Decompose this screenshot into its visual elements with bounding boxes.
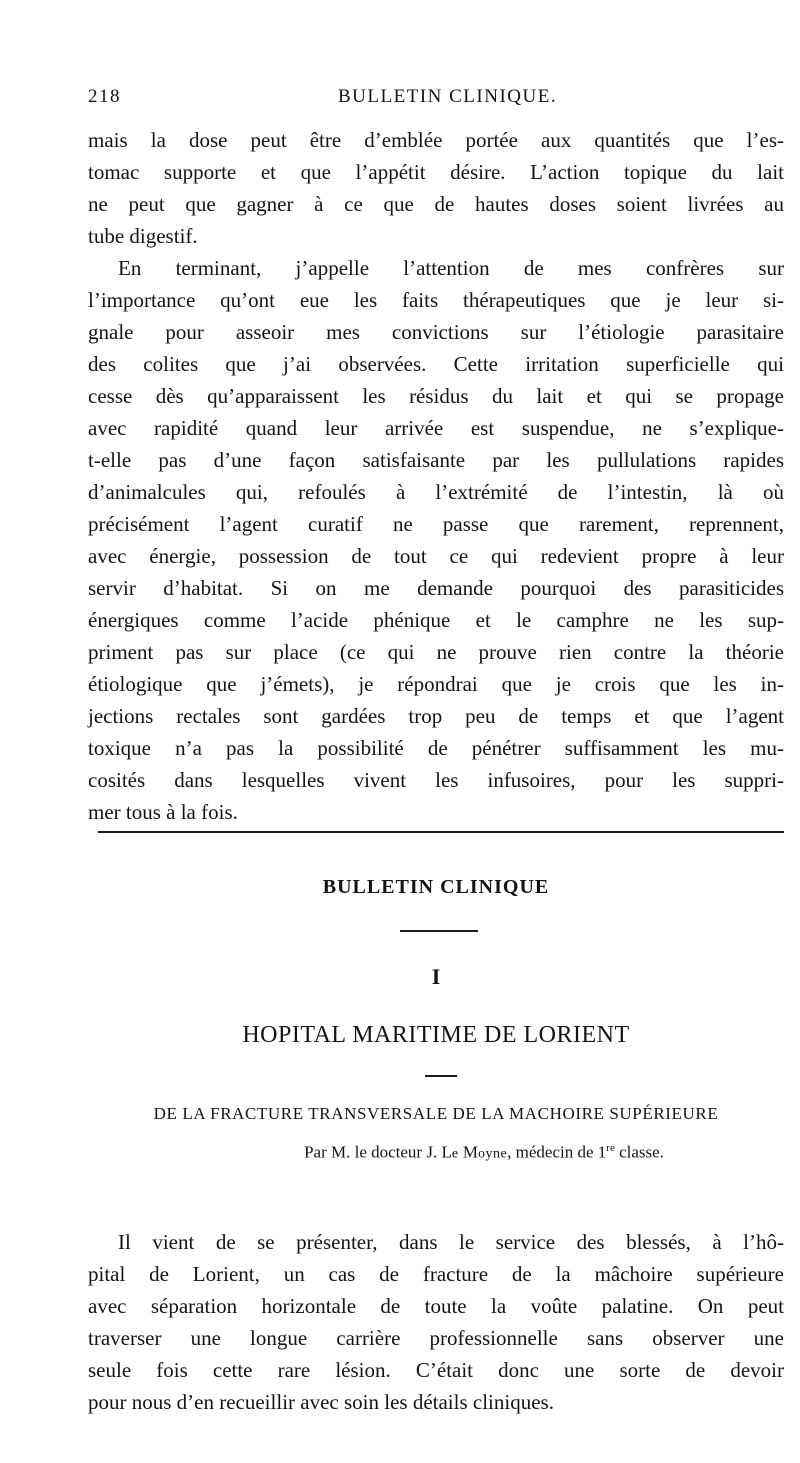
text-line: pital de Lorient, un cas de fracture de la mâchoire supérieure [88, 1262, 784, 1286]
text-line: mais la dose peut être d’emblée portée aux quantités que l’es- [88, 128, 784, 152]
text-line: tomac supporte et que l’appétit désire. L’action topique du lait [88, 160, 784, 184]
text-line: mer tous à la fois. [88, 800, 238, 824]
text-line: avec rapidité quand leur arrivée est suspendue, ne s’explique- [88, 416, 784, 440]
running-title: BULLETIN CLINIQUE. [338, 86, 558, 107]
text-line: seule fois cette rare lésion. C’était donc une sorte de devoir [88, 1358, 784, 1382]
section-heading: BULLETIN CLINIQUE [322, 876, 550, 898]
text-line: d’animalcules qui, refoulés à l’extrémité de l’intestin, là où [88, 480, 784, 504]
text-line: cosités dans lesquelles vivent les infusoires, pour les suppri- [88, 768, 784, 792]
text-line: ne peut que gagner à ce que de hautes doses soient livrées au [88, 192, 784, 216]
text-line: servir d’habitat. Si on me demande pourquoi des parasiticides [88, 576, 784, 600]
page-number: 218 [88, 86, 121, 107]
text-line: énergiques comme l’acide phénique et le camphre ne les sup- [88, 608, 784, 632]
text-line: l’importance qu’ont eue les faits thérapeutiques que je leur si- [88, 288, 784, 312]
text-line: toxique n’a pas la possibilité de pénétrer suffisamment les mu- [88, 736, 784, 760]
running-header [88, 86, 784, 112]
text-line: étiologique que j’émets), je répondrai que je crois que les in- [88, 672, 784, 696]
paragraph-continued [88, 124, 784, 252]
text-line: Il vient de se présenter, dans le service des blessés, à l’hô- [118, 1230, 784, 1254]
paragraph-conclusion [88, 252, 784, 828]
section-divider [98, 831, 784, 833]
author-initial-2: M [462, 1142, 478, 1162]
author-smallcaps-2: oyne [477, 1146, 508, 1162]
text-line: cesse dès qu’apparaissent les résidus du lait et qui se propage [88, 384, 784, 408]
byline-suffix: classe. [614, 1142, 664, 1162]
paragraph-case-intro [88, 1226, 784, 1418]
text-line: t-elle pas d’une façon satisfaisante par les pullulations rapides [88, 448, 784, 472]
author-initial: L [441, 1142, 452, 1162]
byline-prefix: Par M. le docteur J. [304, 1142, 442, 1162]
text-line: traverser une longue carrière professionnelle sans observer une [88, 1326, 784, 1350]
ordinal-superscript: re [606, 1142, 615, 1154]
text-line: avec énergie, possession de tout ce qui redevient propre à leur [88, 544, 784, 568]
text-line: gnale pour asseoir mes convictions sur l’étiologie parasitaire [88, 320, 784, 344]
text-line: jections rectales sont gardées trop peu de temps et que l’agent [88, 704, 784, 728]
document-page [88, 0, 784, 1463]
text-line: priment pas sur place (ce qui ne prouve rien contre la théorie [88, 640, 784, 664]
text-line: avec séparation horizontale de toute la voûte palatine. On peut [88, 1294, 784, 1318]
text-line: tube digestif. [88, 224, 198, 248]
author-smallcaps: e [451, 1146, 459, 1162]
text-line: pour nous d’en recueillir avec soin les détails cliniques. [88, 1390, 554, 1414]
text-line: des colites que j’ai observées. Cette irritation superficielle qui [88, 352, 784, 376]
section-numeral: I [431, 964, 441, 989]
author-byline [184, 1142, 784, 1163]
hospital-rule [425, 1075, 457, 1077]
text-line: En terminant, j’appelle l’attention de mes confrères sur [118, 256, 784, 280]
article-title: DE LA FRACTURE TRANSVERSALE DE LA MACHOIRE SUPÉRIEURE [153, 1104, 719, 1123]
byline-middle: , médecin de 1 [507, 1142, 607, 1162]
heading-rule [400, 930, 478, 932]
text-line: précisément l’agent curatif ne passe que rarement, reprennent, [88, 512, 784, 536]
hospital-heading: HOPITAL MARITIME DE LORIENT [242, 1022, 630, 1048]
